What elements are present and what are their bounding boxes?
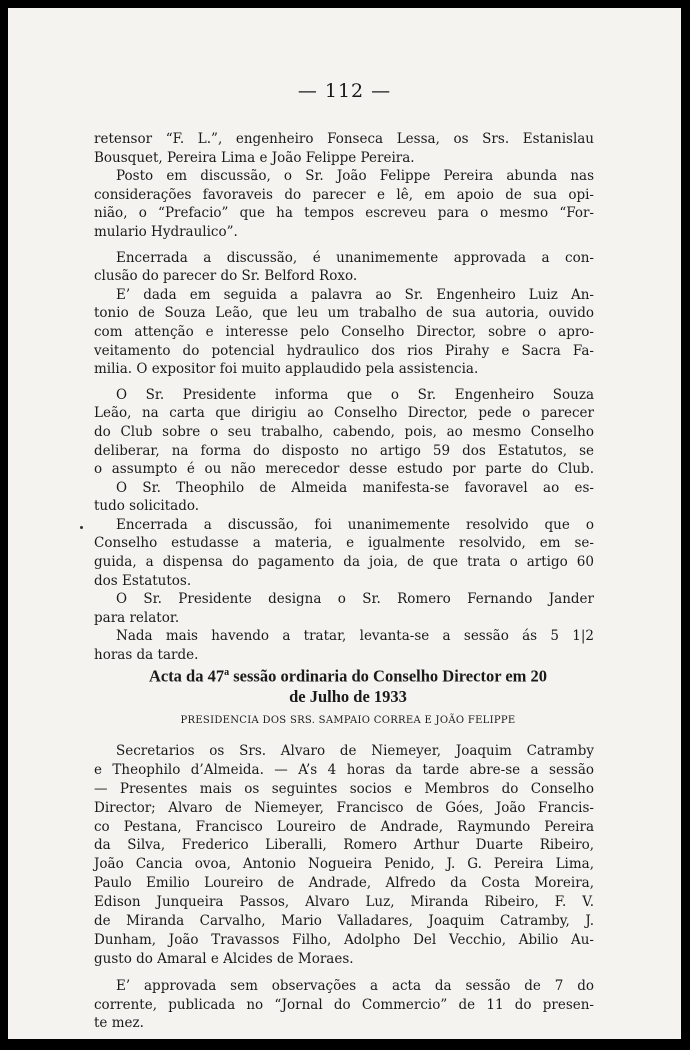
section-subheading: PRESIDENCIA DOS SRS. SAMPAIO CORREA E JOÃO FELIPPE [180, 715, 516, 726]
text-line: Conselho estudasse a materia, e igualmente resolvido, em se- [94, 535, 594, 552]
text-line: com attenção e interesse pelo Conselho Director, sobre o apro- [94, 323, 594, 340]
text-line: gusto do Amaral e Alcides de Moraes. [94, 950, 354, 967]
text-line: para relator. [94, 609, 180, 626]
text-line: o assumpto é ou não merecedor desse estudo por parte do Club. [94, 461, 594, 478]
text-line: da Silva, Frederico Liberalli, Romero Arthur Duarte Ribeiro, [94, 837, 594, 854]
text-line: Bousquet, Pereira Lima e João Felippe Pereira. [94, 149, 415, 166]
text-line: — Presentes mais os seguintes socios e Membros do Conselho [94, 780, 594, 797]
section-title-line2: de Julho de 1933 [289, 686, 407, 706]
text-line: deliberar, na forma do disposto no artigo 59 dos Estatutos, se [94, 442, 594, 459]
text-line: te mez. [94, 1015, 144, 1032]
text-line: João Cancia ovoa, Antonio Nogueira Penido, J. G. Pereira Lima, [94, 856, 594, 873]
text-line: Leão, na carta que dirigiu ao Conselho Director, pede o parecer [94, 405, 594, 422]
text-line: Dunham, João Travassos Filho, Adolpho Del Vecchio, Abilio Au- [94, 931, 594, 948]
text-line: veitamento do potencial hydraulico dos rios Pirahy e Sacra Fa- [94, 342, 594, 359]
text-line: do Club sobre o seu trabalho, cabendo, pois, ao mesmo Conselho [94, 423, 594, 440]
section-title [88, 663, 608, 707]
margin-dot-mark [80, 526, 83, 529]
text-line: Encerrada a discussão, foi unanimemente resolvido que o [116, 516, 594, 533]
text-line: Secretarios os Srs. Alvaro de Niemeyer, Joaquim Catramby [116, 743, 594, 759]
text-line: Nada mais havendo a tratar, levanta-se a sessão ás 5 1|2 [116, 628, 594, 645]
page-number: — 112 — [297, 80, 392, 102]
text-line: clusão do parecer do Sr. Belford Roxo. [94, 268, 358, 285]
text-line: corrente, publicada no “Jornal do Commercio” de 11 do presen- [94, 996, 594, 1013]
text-line: milia. O expositor foi muito applaudido pela assistencia. [94, 361, 479, 378]
text-line: de Miranda Carvalho, Mario Valladares, Joaquim Catramby, J. [94, 913, 594, 930]
text-line: horas da tarde. [94, 647, 199, 664]
text-line: guida, a dispensa do pagamento da joia, de que trata o artigo 60 [94, 554, 594, 571]
text-line: Edison Junqueira Passos, Alvaro Luz, Miranda Ribeiro, F. V. [94, 894, 594, 911]
text-line: Posto em discussão, o Sr. João Felippe Pereira abunda nas [116, 168, 594, 185]
text-line: considerações favoraveis do parecer e lê, em apoio de sua opi- [94, 186, 594, 203]
text-line: Paulo Emilio Loureiro de Andrade, Alfredo da Costa Moreira, [94, 875, 594, 892]
text-line: co Pestana, Francisco Loureiro de Andrade, Raymundo Pereira [94, 818, 594, 835]
attendance-text-block [94, 742, 594, 1033]
text-line: mulario Hydraulico”. [94, 223, 238, 240]
text-line: O Sr. Presidente designa o Sr. Romero Fernando Jander [116, 591, 594, 608]
text-line: nião, o “Prefacio” que ha tempos escreveu para o mesmo “For- [94, 205, 594, 222]
section-title-prefix: Acta da 47 [148, 666, 225, 686]
minutes-text-block [94, 130, 594, 665]
text-line: E’ dada em seguida a palavra ao Sr. Engenheiro Luiz An- [116, 286, 594, 303]
text-line: O Sr. Presidente informa que o Sr. Engenheiro Souza [116, 386, 594, 403]
text-line: Encerrada a discussão, é unanimemente approvada a con- [116, 249, 594, 266]
text-line: retensor “F. L.”, engenheiro Fonseca Lessa, os Srs. Estanislau [94, 131, 594, 147]
text-line: tonio de Souza Leão, que leu um trabalho de sua autoria, ouvido [94, 305, 594, 322]
text-line: Director; Alvaro de Niemeyer, Francisco de Góes, João Francis- [94, 799, 594, 816]
text-line: tudo solicitado. [94, 498, 200, 515]
document-page [8, 8, 681, 1039]
text-line: e Theophilo d’Almeida. — A’s 4 horas da tarde abre-se a sessão [94, 761, 594, 778]
text-line: O Sr. Theophilo de Almeida manifesta-se favoravel ao es- [116, 479, 594, 496]
text-line: E’ approvada sem observações a acta da sessão de 7 do [116, 977, 594, 994]
text-line: dos Estatutos. [94, 572, 192, 589]
section-title-rest: sessão ordinaria do Conselho Director em 20 [229, 666, 548, 686]
section-title-superscript: a [224, 667, 230, 678]
